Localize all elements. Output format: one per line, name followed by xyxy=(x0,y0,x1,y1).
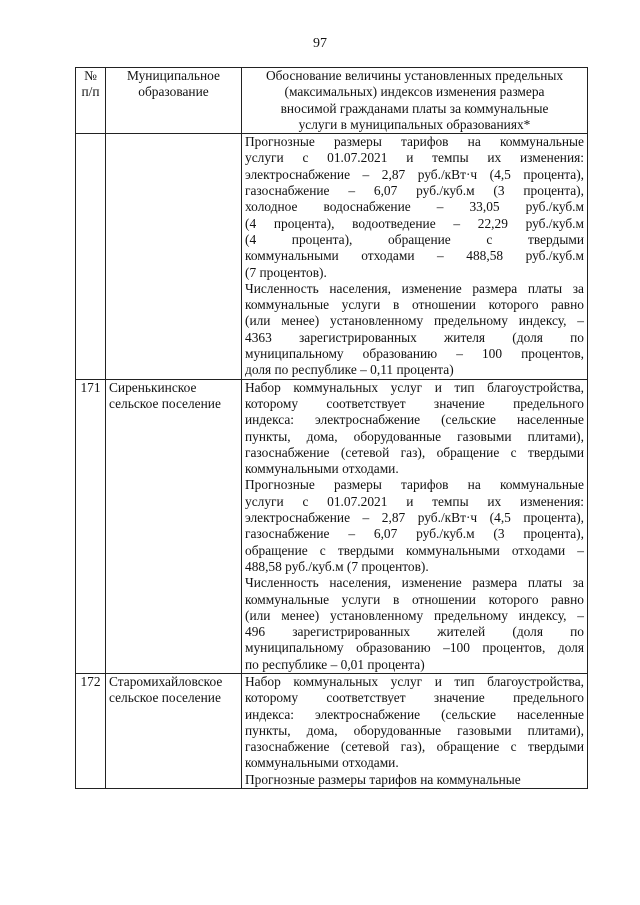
justification-line: (7 процентов). xyxy=(245,264,327,280)
table-row xyxy=(76,134,588,379)
header-number xyxy=(76,68,106,134)
justification-line: (4 процента), водоотведение – 22,29 руб./куб.м xyxy=(245,215,584,231)
justification-line: Набор коммунальных услуг и тип благоустройства, xyxy=(245,673,584,689)
justification-line: (или менее) установленному предельному индексу, – xyxy=(245,313,584,329)
municipality-line: Сиренькинское xyxy=(109,379,197,395)
table-body xyxy=(76,134,588,789)
table-row xyxy=(76,673,588,788)
row-municipality xyxy=(106,379,242,673)
row-number: 171 xyxy=(76,379,106,673)
justification-line: (или менее) установленному предельному индексу, – xyxy=(245,607,584,623)
justification-line: Прогнозные размеры тарифов на коммунальные xyxy=(245,771,521,787)
justification-paragraph xyxy=(245,772,584,788)
justification-line: муниципальному образованию – 100 процентов, xyxy=(245,346,584,362)
justification-line: которому соответствует значение предельного xyxy=(245,395,584,411)
justification-line: муниципальному образованию –100 процентов, доля xyxy=(245,640,584,656)
row-number xyxy=(76,134,106,379)
row-municipality xyxy=(106,134,242,379)
header-justification xyxy=(242,68,588,134)
row-justification xyxy=(242,134,588,379)
justification-line: услуги с 01.07.2021 и темпы их изменения: xyxy=(245,150,584,166)
header-number-line: п/п xyxy=(81,84,100,100)
justification-line: 496 зарегистрированных жителей (доля по xyxy=(245,624,584,640)
row-municipality xyxy=(106,673,242,788)
page-number: 97 xyxy=(313,36,327,51)
justification-paragraph xyxy=(245,380,584,478)
row-justification xyxy=(242,673,588,788)
header-municipality-line: Муниципальное xyxy=(127,68,220,83)
justification-line: 488,58 руб./куб.м (7 процентов). xyxy=(245,558,429,574)
justification-line: которому соответствует значение предельного xyxy=(245,690,584,706)
justification-line: пункты, дома, оборудованные газовыми плитами), xyxy=(245,428,584,444)
justification-line: индекса: электроснабжение (сельские населенные xyxy=(245,706,584,722)
header-municipality xyxy=(106,68,242,134)
justification-line: Прогнозные размеры тарифов на коммунальные xyxy=(245,134,584,150)
justification-line: газоснабжение (сетевой газ), обращение с твердыми xyxy=(245,444,584,460)
justification-line: холодное водоснабжение – 33,05 руб./куб.м xyxy=(245,199,584,215)
municipality-line: сельское поселение xyxy=(109,690,221,706)
justification-line: газоснабжение (сетевой газ), обращение с твердыми xyxy=(245,739,584,755)
justification-paragraph xyxy=(245,575,584,673)
header-justification-line: вносимой гражданами платы за коммунальные xyxy=(280,100,549,116)
row-number: 172 xyxy=(76,673,106,788)
header-number-line: № xyxy=(84,68,97,83)
justification-line: пункты, дома, оборудованные газовыми плитами), xyxy=(245,722,584,738)
justification-line: коммунальными отходами – 488,58 руб./куб.м xyxy=(245,248,584,264)
justification-paragraph xyxy=(245,477,584,575)
justification-line: обращение с твердыми коммунальными отходами – xyxy=(245,542,584,558)
indices-table xyxy=(75,67,588,789)
justification-line: 4363 зарегистрированных жителя (доля по xyxy=(245,329,584,345)
justification-line: коммунальными отходами. xyxy=(245,461,399,477)
header-justification-line: Обоснование величины установленных предельных xyxy=(265,68,564,83)
justification-line: индекса: электроснабжение (сельские населенные xyxy=(245,412,584,428)
justification-line: коммунальные услуги в отношении которого равно xyxy=(245,297,584,313)
justification-paragraph xyxy=(245,674,584,772)
table-header-row xyxy=(76,68,588,134)
municipality-line: сельское поселение xyxy=(109,395,221,411)
justification-line: газоснабжение – 6,07 руб./куб.м (3 процента), xyxy=(245,183,584,199)
justification-line: по республике – 0,01 процента) xyxy=(245,656,425,672)
justification-paragraph xyxy=(245,281,584,379)
justification-line: Набор коммунальных услуг и тип благоустройства, xyxy=(245,379,584,395)
justification-line: услуги с 01.07.2021 и темпы их изменения: xyxy=(245,493,584,509)
justification-paragraph xyxy=(245,134,584,281)
justification-line: доля по республике – 0,11 процента) xyxy=(245,362,454,378)
municipality-line: Старомихайловское xyxy=(109,673,223,689)
justification-line: Прогнозные размеры тарифов на коммунальные xyxy=(245,477,584,493)
justification-line: (4 процента), обращение с твердыми xyxy=(245,231,584,247)
justification-line: Численность населения, изменение размера платы за xyxy=(245,280,584,296)
row-justification xyxy=(242,379,588,673)
header-justification-line: (максимальных) индексов изменения размера xyxy=(284,84,545,100)
header-justification-line: услуги в муниципальных образованиях* xyxy=(298,116,531,132)
justification-line: электроснабжение – 2,87 руб./кВт·ч (4,5 процента), xyxy=(245,510,584,526)
justification-line: коммунальные услуги в отношении которого равно xyxy=(245,591,584,607)
justification-line: Численность населения, изменение размера платы за xyxy=(245,575,584,591)
justification-line: газоснабжение – 6,07 руб./куб.м (3 процента), xyxy=(245,526,584,542)
justification-line: коммунальными отходами. xyxy=(245,755,399,771)
justification-line: электроснабжение – 2,87 руб./кВт·ч (4,5 процента), xyxy=(245,166,584,182)
table-row xyxy=(76,379,588,673)
header-municipality-line: образование xyxy=(138,84,209,100)
